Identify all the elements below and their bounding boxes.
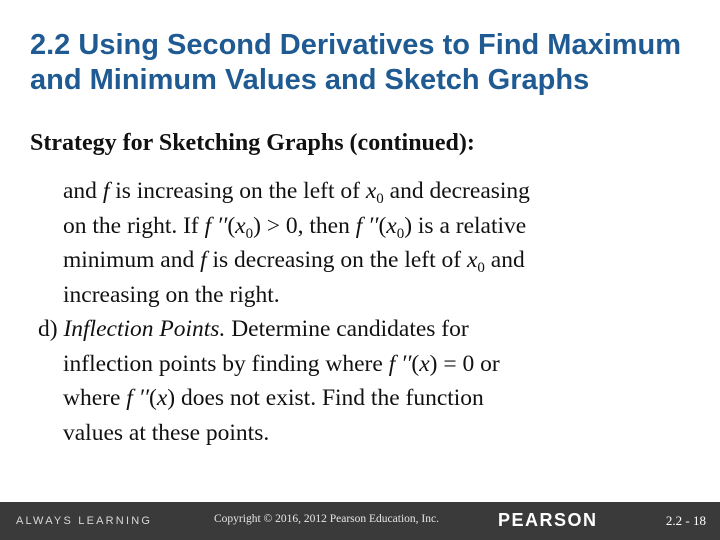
body-line-4: increasing on the right. (63, 281, 280, 308)
body-line-5: d) Inflection Points. Determine candidates for (38, 316, 469, 342)
body-line-1: and f is increasing on the left of $x_0$ and decreasing (63, 178, 530, 207)
body-line-6: inflection points by finding where f ′′(x) = 0 or (63, 350, 500, 377)
body-line-8: values at these points. (63, 419, 270, 446)
footer-tagline: ALWAYS LEARNING (16, 515, 153, 527)
body-line-3: minimum and f is decreasing on the left of $x_0$ and (63, 247, 525, 276)
slide-number: 2.2 - 18 (665, 513, 706, 528)
footer-bar (0, 502, 720, 540)
footer-copyright: Copyright © 2016, 2012 Pearson Education, Inc. (214, 513, 439, 525)
body-line-2: on the right. If f $''(x_0) > 0$, then f $''(x_0)$ is a relative (63, 212, 527, 242)
slide-title: 2.2 Using Second Derivatives to Find Maximum and Minimum Values and Sketch Graphs (30, 29, 682, 96)
body-line-7: where f ′′(x) does not exist. Find the function (63, 385, 484, 411)
slide-body (38, 174, 678, 450)
pearson-logo: PEARSON (498, 510, 598, 530)
slide-subtitle: Strategy for Sketching Graphs (continued): (30, 130, 475, 156)
